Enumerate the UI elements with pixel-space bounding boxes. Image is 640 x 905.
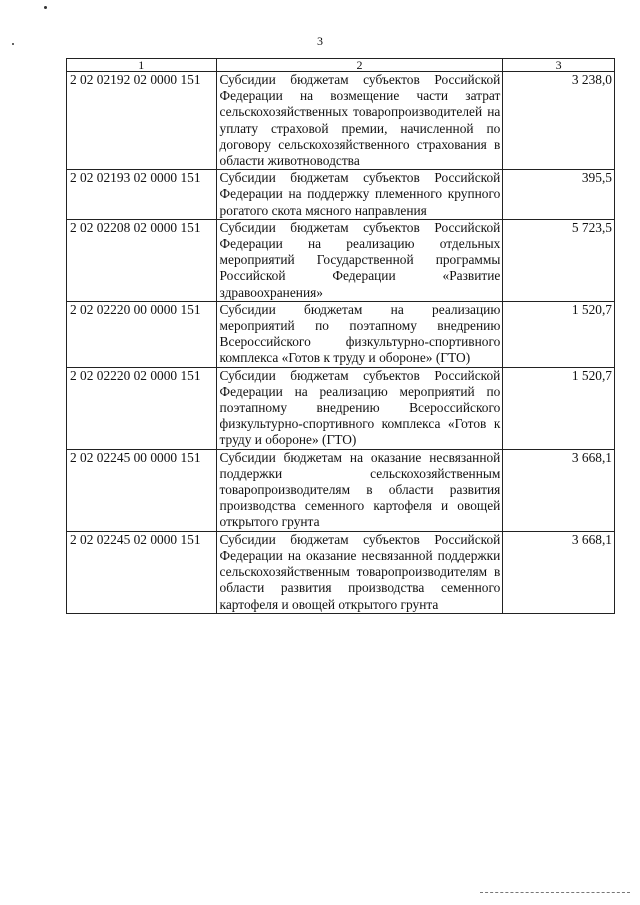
row-description: Субсидии бюджетам субъектов Российской Федерации на возмещение части затрат сельскохозяйственных товаропроизводителей на уплату страховой премии, начисленной по договору сельскохозяйственного страхования в области животноводства <box>216 72 503 170</box>
table-row <box>67 72 615 170</box>
table-header-row <box>67 59 615 72</box>
row-amount: 5 723,5 <box>503 219 615 301</box>
scan-edge-artifact <box>480 892 630 893</box>
row-description: Субсидии бюджетам субъектов Российской Федерации на реализацию отдельных мероприятий Государственной программы Российской Федерации «Развитие здравоохранения» <box>216 219 503 301</box>
table-row <box>67 449 615 531</box>
row-description: Субсидии бюджетам субъектов Российской Федерации на реализацию мероприятий по поэтапному внедрению Всероссийского физкультурно-спортивного комплекса «Готов к труду и обороне» (ГТО) <box>216 367 503 449</box>
row-description: Субсидии бюджетам субъектов Российской Федерации на оказание несвязанной поддержки сельскохозяйственным товаропроизводителям в области развития производства семенного картофеля и овощей открытого грунта <box>216 531 503 613</box>
column-header-description: 2 <box>216 59 503 72</box>
row-description: Субсидии бюджетам на реализацию мероприятий по поэтапному внедрению Всероссийского физкультурно-спортивного комплекса «Готов к труду и обороне» (ГТО) <box>216 301 503 367</box>
column-header-amount: 3 <box>503 59 615 72</box>
row-code: 2 02 02220 02 0000 151 <box>67 367 217 449</box>
table-row <box>67 531 615 613</box>
row-code: 2 02 02208 02 0000 151 <box>67 219 217 301</box>
row-amount: 3 668,1 <box>503 531 615 613</box>
row-amount: 1 520,7 <box>503 301 615 367</box>
row-amount: 3 668,1 <box>503 449 615 531</box>
table-row <box>67 219 615 301</box>
scan-speck <box>44 6 47 9</box>
row-code: 2 02 02193 02 0000 151 <box>67 170 217 220</box>
row-code: 2 02 02245 02 0000 151 <box>67 531 217 613</box>
table-row <box>67 301 615 367</box>
page-number: 3 <box>317 34 323 48</box>
table-row <box>67 170 615 220</box>
scan-speck <box>12 43 14 45</box>
budget-table <box>66 58 615 614</box>
row-amount: 395,5 <box>503 170 615 220</box>
row-description: Субсидии бюджетам субъектов Российской Федерации на поддержку племенного крупного рогатого скота мясного направления <box>216 170 503 220</box>
row-code: 2 02 02192 02 0000 151 <box>67 72 217 170</box>
row-code: 2 02 02220 00 0000 151 <box>67 301 217 367</box>
table-row <box>67 367 615 449</box>
row-code: 2 02 02245 00 0000 151 <box>67 449 217 531</box>
row-amount: 1 520,7 <box>503 367 615 449</box>
column-header-code: 1 <box>67 59 217 72</box>
row-description: Субсидии бюджетам на оказание несвязанной поддержки сельскохозяйственным товаропроизводителям в области развития производства семенного картофеля и овощей открытого грунта <box>216 449 503 531</box>
row-amount: 3 238,0 <box>503 72 615 170</box>
